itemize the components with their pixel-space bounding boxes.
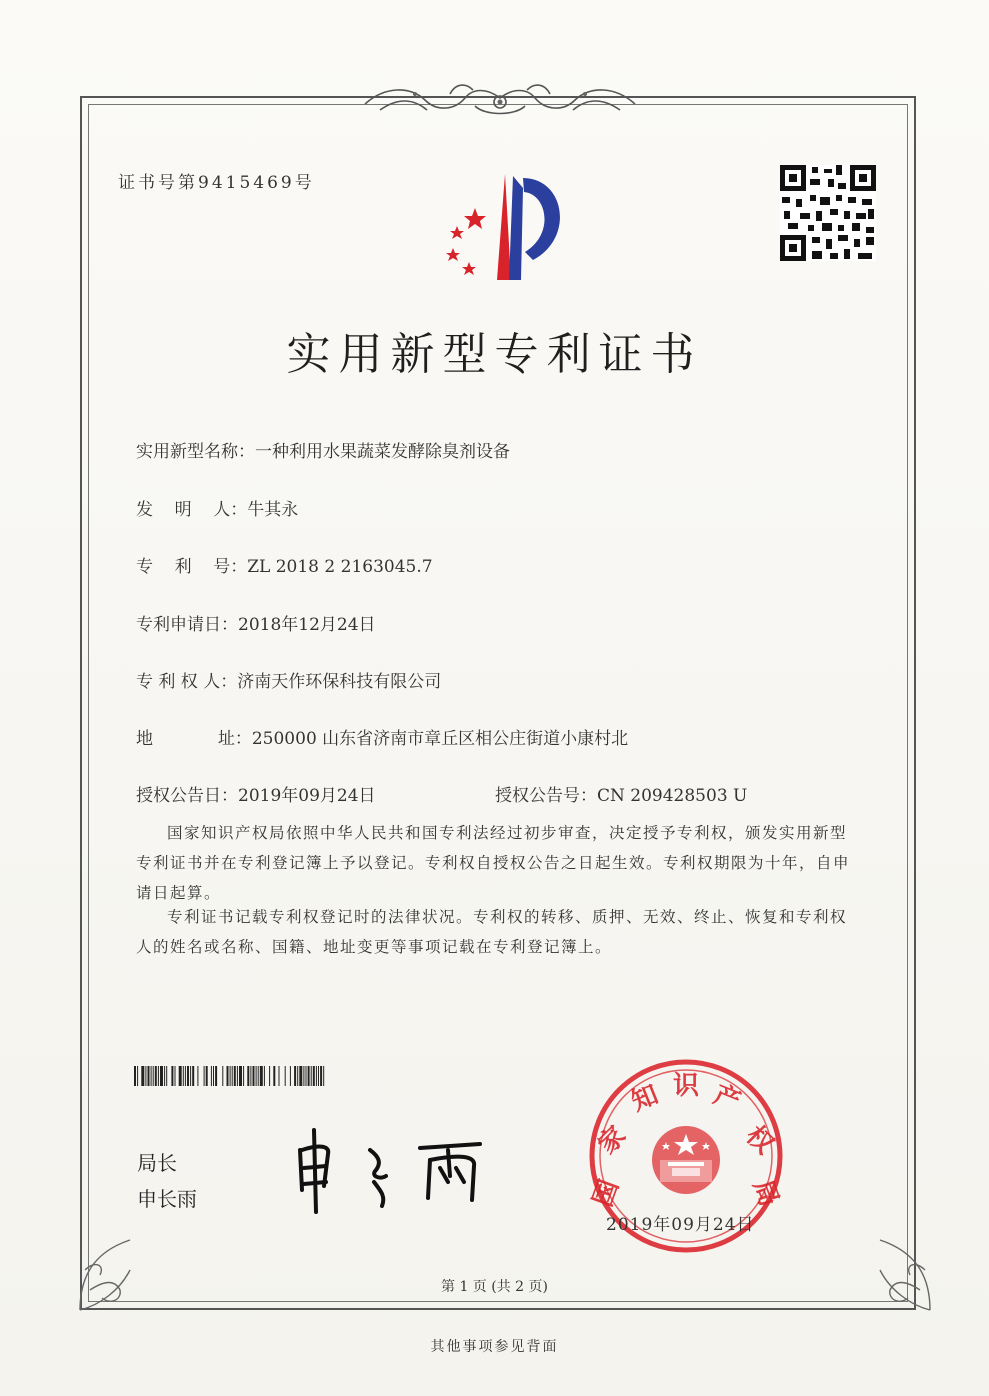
legal-status-paragraph: 专利证书记载专利权登记时的法律状况。专利权的转移、质押、无效、终止、恢复和专利权人的姓名或名称、国籍、地址变更等事项记载在专利登记簿上。 bbox=[136, 908, 848, 956]
corner-ornament-icon bbox=[60, 1210, 180, 1330]
patentee-row bbox=[136, 667, 441, 692]
barcode-bar bbox=[190, 1066, 191, 1086]
inventor-name: 牛其永 bbox=[247, 500, 299, 520]
barcode-bar bbox=[258, 1066, 259, 1086]
corner-ornament-icon bbox=[830, 1210, 950, 1330]
patent-number: ZL 2018 2 2163045.7 bbox=[247, 557, 433, 577]
top-ornament-icon bbox=[355, 76, 645, 126]
field-label: 授权公告号： bbox=[495, 786, 597, 806]
field-label: 授权公告日： bbox=[136, 786, 238, 806]
barcode-bar bbox=[137, 1066, 138, 1086]
barcode-icon bbox=[134, 1066, 380, 1086]
director-title: 局长 bbox=[137, 1151, 177, 1175]
barcode-bar bbox=[213, 1066, 214, 1086]
filing-date-row bbox=[136, 610, 376, 635]
utility-model-name-row bbox=[136, 437, 510, 462]
field-label: 专 利 号： bbox=[136, 557, 248, 577]
barcode-bar bbox=[166, 1066, 167, 1086]
page-title: 实用新型专利证书 bbox=[286, 329, 703, 380]
barcode-bar bbox=[175, 1066, 176, 1086]
field-label: 发 明 人： bbox=[136, 500, 248, 520]
filing-date: 2018年12月24日 bbox=[238, 615, 376, 635]
field-label: 专 利 权 人： bbox=[136, 672, 238, 692]
svg-text:国: 国 bbox=[587, 1175, 626, 1211]
page-indicator: 第 1 页 (共 2 页) bbox=[441, 1279, 548, 1295]
barcode-bar bbox=[320, 1066, 322, 1086]
barcode-bar bbox=[250, 1066, 251, 1086]
barcode-bar bbox=[306, 1066, 307, 1086]
barcode-bar bbox=[141, 1066, 144, 1086]
barcode-bar bbox=[260, 1066, 263, 1086]
barcode-bar bbox=[243, 1066, 244, 1086]
barcode-bar bbox=[145, 1066, 146, 1086]
barcode-bar bbox=[230, 1066, 231, 1086]
barcode-bar bbox=[171, 1066, 173, 1086]
barcode-bar bbox=[155, 1066, 157, 1086]
barcode-bar bbox=[160, 1066, 163, 1086]
barcode-bar bbox=[264, 1066, 265, 1086]
barcode-bar bbox=[164, 1066, 165, 1086]
barcode-bar bbox=[316, 1066, 317, 1086]
qr-code-icon bbox=[780, 165, 876, 261]
barcode-bar bbox=[227, 1066, 229, 1086]
svg-text:识: 识 bbox=[672, 1071, 700, 1101]
barcode-bar bbox=[279, 1066, 280, 1086]
svg-text:局: 局 bbox=[746, 1175, 785, 1211]
svg-text:家: 家 bbox=[592, 1120, 633, 1161]
barcode-bar bbox=[273, 1066, 275, 1086]
utility-model-name: 一种利用水果蔬菜发酵除臭剂设备 bbox=[255, 442, 510, 462]
patent-office-logo-icon bbox=[425, 168, 575, 288]
barcode-bar bbox=[183, 1066, 184, 1086]
director-name: 申长雨 bbox=[137, 1187, 197, 1211]
director-block bbox=[137, 1145, 197, 1217]
barcode-bar bbox=[253, 1066, 255, 1086]
seal-date: 2019年09月24日 bbox=[606, 1215, 755, 1235]
barcode-bar bbox=[197, 1066, 198, 1086]
address: 250000 山东省济南市章丘区相公庄街道小康村北 bbox=[251, 729, 629, 749]
barcode-bar bbox=[308, 1066, 310, 1086]
barcode-bar bbox=[318, 1066, 319, 1086]
field-label: 地 址： bbox=[136, 729, 252, 749]
barcode-bar bbox=[297, 1066, 298, 1086]
barcode-bar bbox=[256, 1066, 257, 1086]
barcode-bar bbox=[204, 1066, 205, 1086]
barcode-bar bbox=[134, 1066, 136, 1086]
field-label: 专利申请日： bbox=[136, 615, 238, 635]
svg-text:权: 权 bbox=[739, 1120, 780, 1161]
barcode-bar bbox=[285, 1066, 286, 1086]
back-note: 其他事项参见背面 bbox=[430, 1339, 559, 1355]
barcode-bar bbox=[290, 1066, 291, 1086]
barcode-bar bbox=[187, 1066, 189, 1086]
barcode-bar bbox=[153, 1066, 154, 1086]
grant-number: CN 209428503 U bbox=[597, 786, 748, 806]
grant-number-row bbox=[495, 781, 747, 806]
barcode-bar bbox=[239, 1066, 242, 1086]
patentee-name: 济南天作环保科技有限公司 bbox=[237, 672, 442, 692]
barcode-bar bbox=[222, 1066, 223, 1086]
barcode-bar bbox=[237, 1066, 238, 1086]
barcode-bar bbox=[294, 1066, 296, 1086]
address-row bbox=[136, 724, 628, 749]
barcode-bar bbox=[179, 1066, 182, 1086]
barcode-bar bbox=[192, 1066, 194, 1086]
inventor-row bbox=[136, 495, 298, 520]
patent-number-row bbox=[136, 552, 433, 577]
grant-date: 2019年09月24日 bbox=[238, 786, 376, 806]
barcode-bar bbox=[269, 1066, 270, 1086]
grant-statement-paragraph: 国家知识产权局依照中华人民共和国专利法经过初步审查，决定授予专利权，颁发实用新型专利证书并在专利登记簿上予以登记。专利权自授权公告之日起生效。专利权期限为十年，自申请日起算。 bbox=[136, 824, 851, 902]
svg-text:产: 产 bbox=[709, 1079, 745, 1118]
certificate-number: 证书号第9415469号 bbox=[118, 173, 315, 193]
barcode-bar bbox=[313, 1066, 315, 1086]
barcode-bar bbox=[148, 1066, 150, 1086]
svg-text:知: 知 bbox=[627, 1079, 663, 1118]
barcode-bar bbox=[323, 1066, 324, 1086]
barcode-bar bbox=[299, 1066, 302, 1086]
barcode-bar bbox=[215, 1066, 217, 1086]
field-label: 实用新型名称： bbox=[136, 442, 255, 462]
barcode-bar bbox=[206, 1066, 208, 1086]
barcode-bar bbox=[232, 1066, 233, 1086]
barcode-bar bbox=[247, 1066, 249, 1086]
barcode-bar bbox=[211, 1066, 212, 1086]
barcode-bar bbox=[151, 1066, 152, 1086]
grant-date-row bbox=[136, 781, 376, 806]
barcode-bar bbox=[311, 1066, 312, 1086]
barcode-bar bbox=[185, 1066, 186, 1086]
handwritten-signature bbox=[290, 1120, 510, 1220]
barcode-bar bbox=[158, 1066, 159, 1086]
barcode-bar bbox=[234, 1066, 236, 1086]
barcode-bar bbox=[303, 1066, 304, 1086]
